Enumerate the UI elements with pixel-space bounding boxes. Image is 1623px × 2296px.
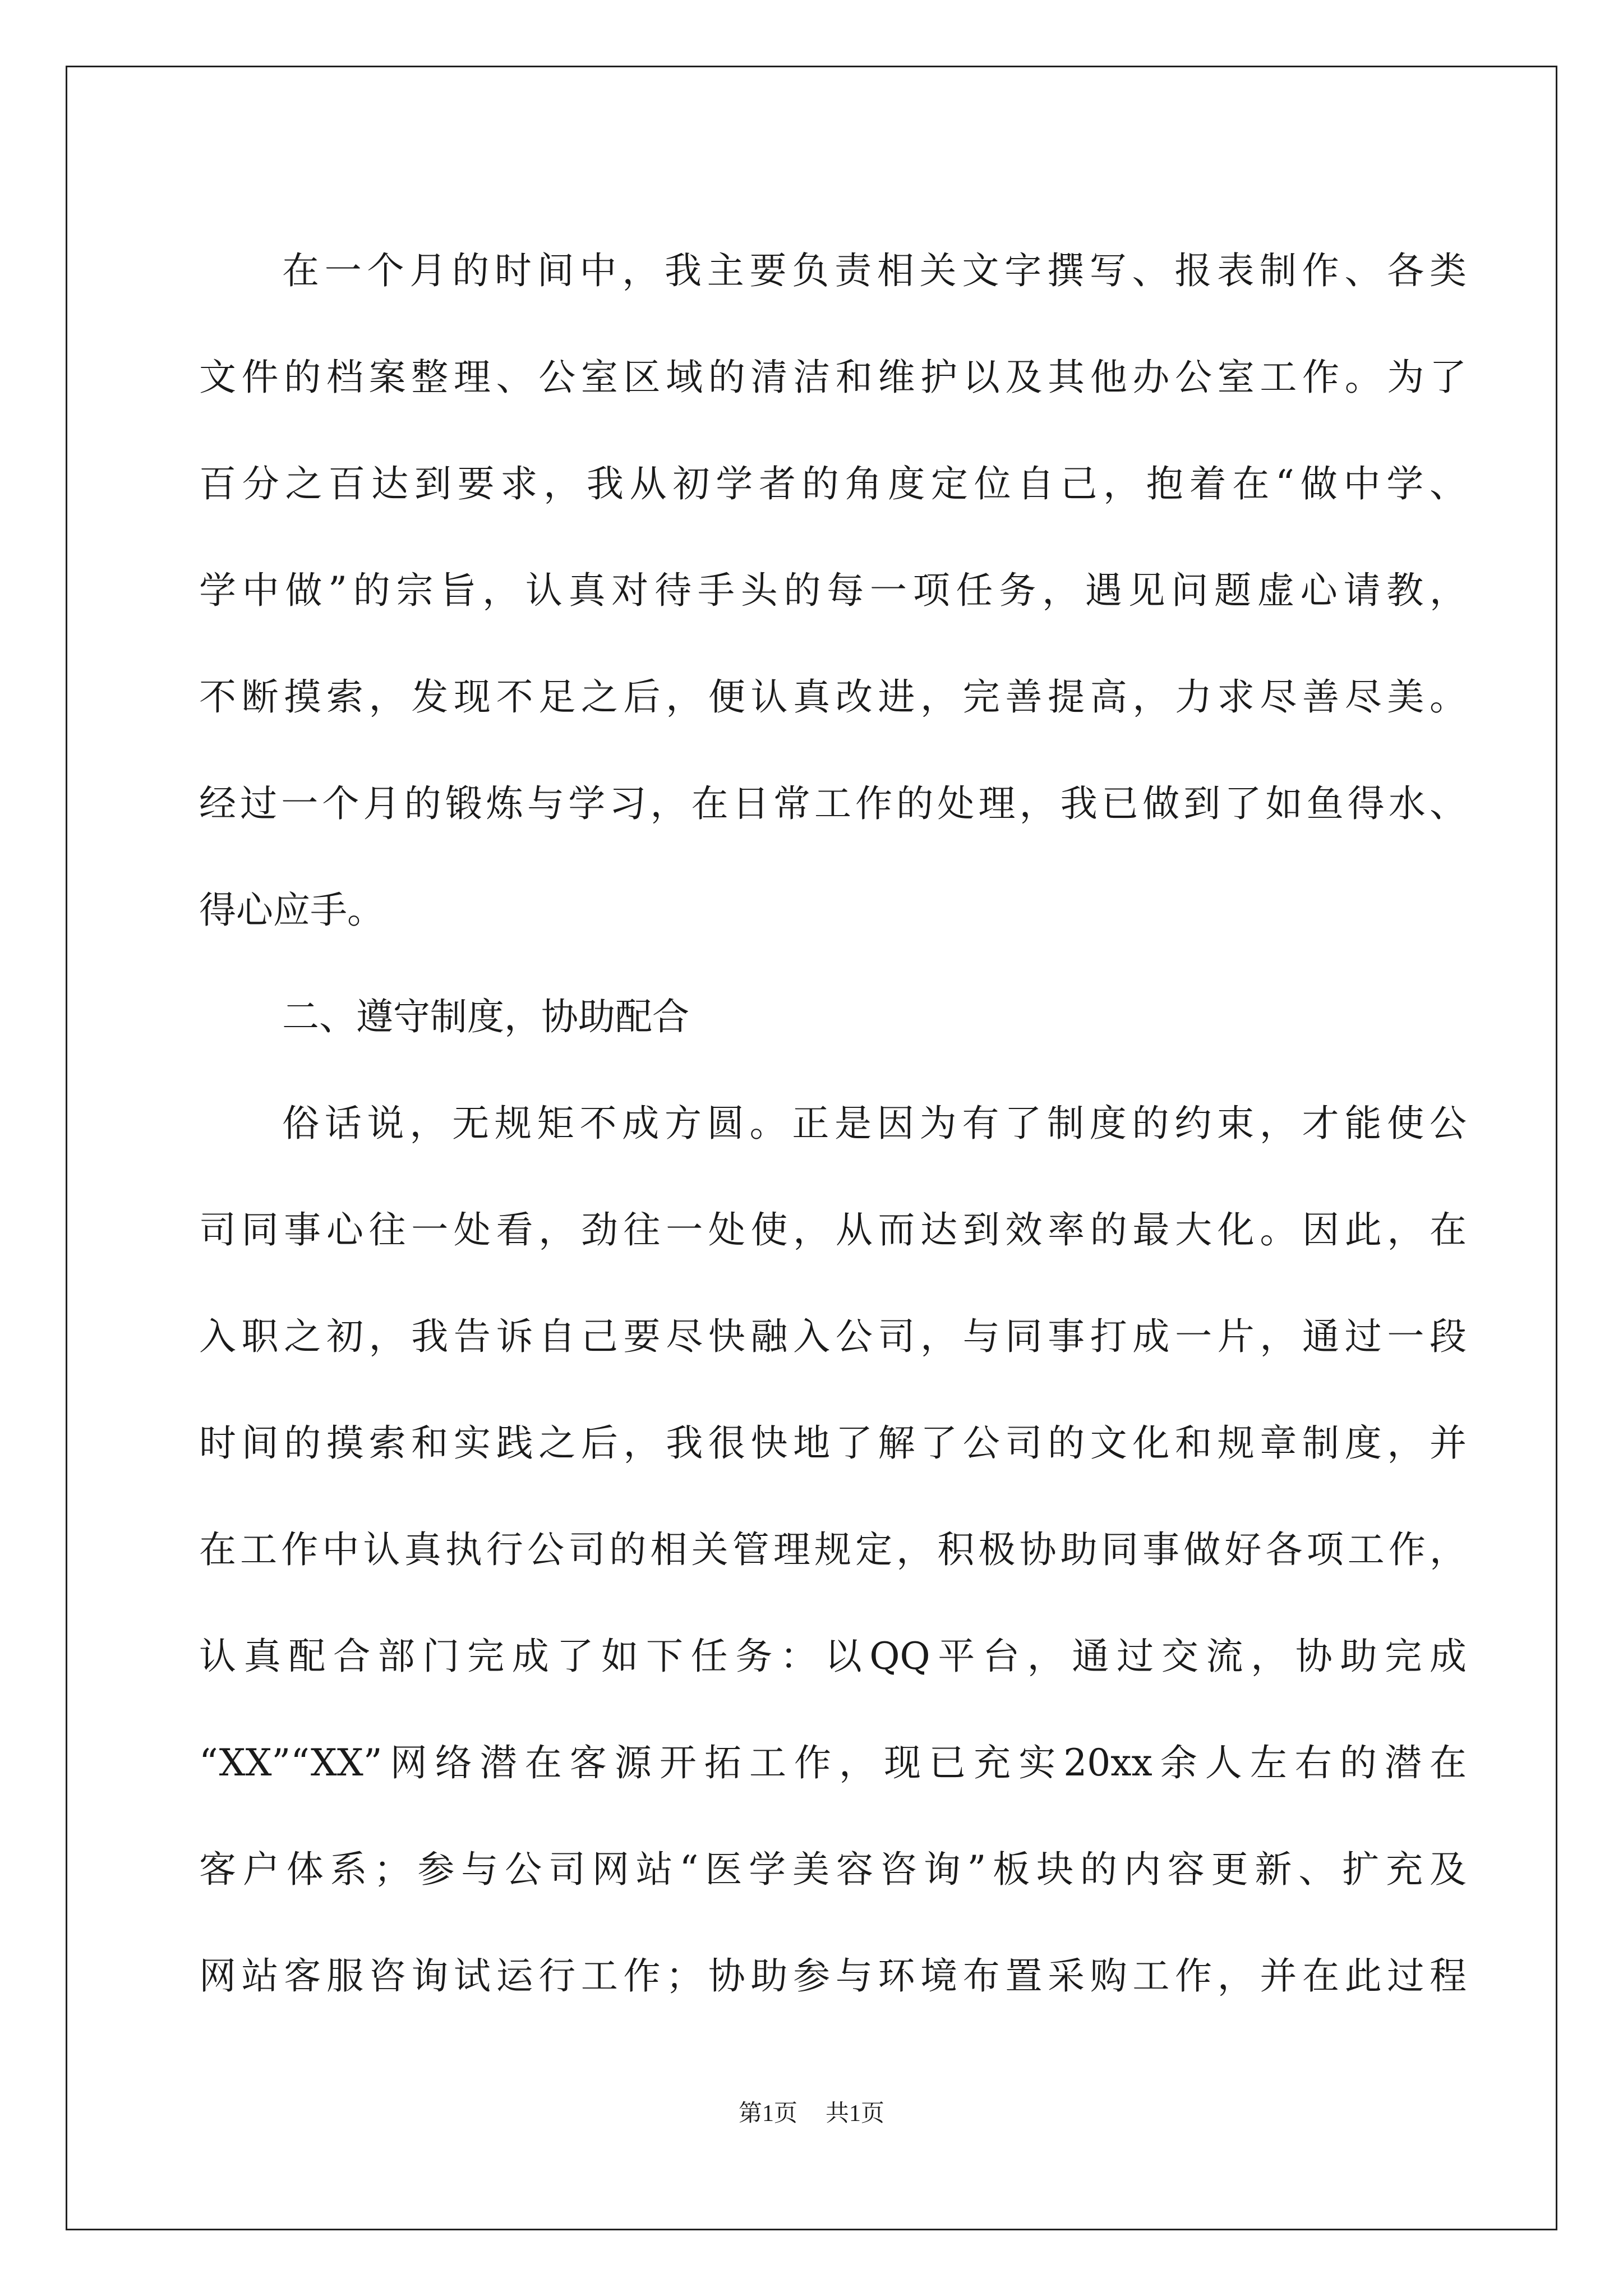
body-line: 在工作中认真执行公司的相关管理规定，积极协助同事做好各项工作， xyxy=(199,1528,1467,1571)
body-line: 得心应手。 xyxy=(199,889,384,932)
body-line: “XX”“XX”网络潜在客源开拓工作，现已充实20xx余人左右的潜在 xyxy=(199,1741,1467,1784)
current-page-number: 第1页 xyxy=(738,2101,797,2127)
body-line: 不断摸索，发现不足之后，便认真改进，完善提高，力求尽善尽美。 xyxy=(199,675,1467,719)
body-line: 文件的档案整理、公室区域的清洁和维护以及其他办公室工作。为了 xyxy=(199,356,1467,399)
body-line: 客户体系；参与公司网站“医学美容咨询”板块的内容更新、扩充及 xyxy=(199,1848,1467,1891)
body-line: 网站客服咨询试运行工作；协助参与环境布置采购工作，并在此过程 xyxy=(199,1954,1467,1998)
body-line: 俗话说，无规矩不成方圆。正是因为有了制度的约束，才能使公 xyxy=(282,1102,1467,1145)
document-body xyxy=(199,218,1467,2030)
body-line: 学中做”的宗旨，认真对待手头的每一项任务，遇见问题虚心请教， xyxy=(199,569,1467,612)
body-line: 百分之百达到要求，我从初学者的角度定位自己，抱着在“做中学、 xyxy=(199,462,1467,505)
section-heading: 二、遵守制度，协助配合 xyxy=(282,995,689,1038)
body-line: 在一个月的时间中，我主要负责相关文字撰写、报表制作、各类 xyxy=(282,249,1467,292)
body-line: 认真配合部门完成了如下任务：以QQ平台，通过交流，协助完成 xyxy=(199,1635,1467,1678)
body-line: 司同事心往一处看，劲往一处使，从而达到效率的最大化。因此，在 xyxy=(199,1208,1467,1251)
body-line: 时间的摸索和实践之后，我很快地了解了公司的文化和规章制度，并 xyxy=(199,1421,1467,1465)
total-page-count: 共1页 xyxy=(826,2101,885,2127)
page-footer xyxy=(0,2097,1623,2131)
body-line: 经过一个月的锻炼与学习，在日常工作的处理，我已做到了如鱼得水、 xyxy=(199,782,1467,825)
body-line: 入职之初，我告诉自己要尽快融入公司，与同事打成一片，通过一段 xyxy=(199,1315,1467,1358)
